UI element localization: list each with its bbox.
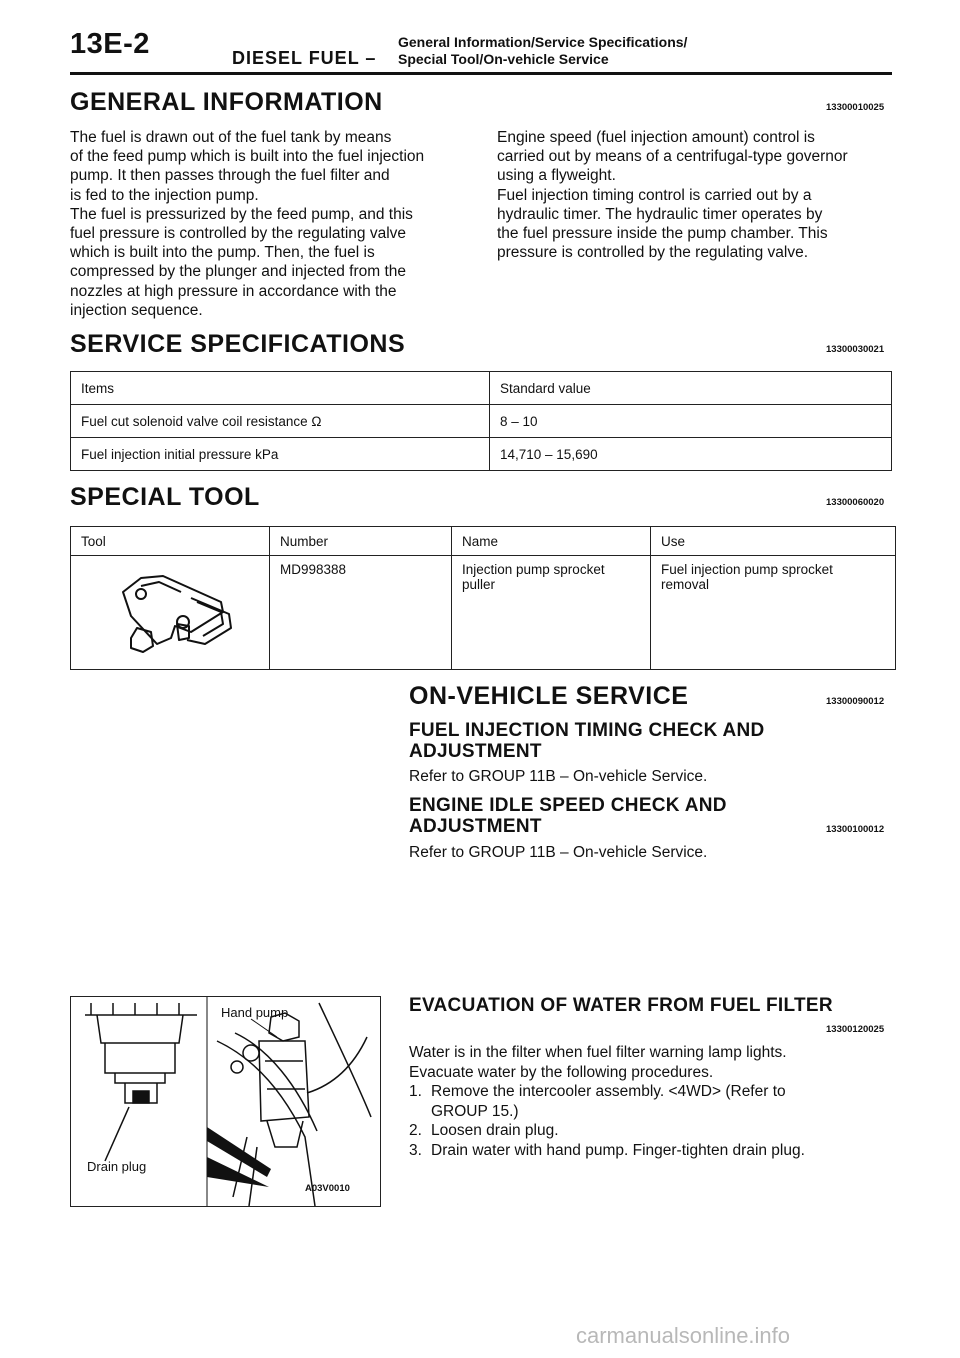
table-cell: Fuel injection initial pressure kPa — [71, 438, 490, 471]
table-cell — [651, 556, 896, 670]
heading-line: ADJUSTMENT — [409, 741, 542, 762]
fuel-filter-illustration — [71, 997, 380, 1206]
heading-line: ADJUSTMENT — [409, 816, 542, 837]
tool-use-line: Fuel injection pump sprocket — [661, 562, 833, 577]
table-row — [71, 405, 892, 438]
text-line: the fuel pressure inside the pump chamber. This — [497, 225, 828, 243]
step-text: Drain water with hand pump. Finger-tighten drain plug. — [431, 1141, 805, 1159]
list-item — [409, 1121, 892, 1141]
tool-image-cell — [71, 556, 270, 670]
tool-name-line: Injection pump sprocket — [462, 562, 605, 577]
table-row — [71, 438, 892, 471]
page-code: 13E-2 — [70, 28, 150, 60]
header-rule — [70, 72, 892, 75]
text-line: which is built into the pump. Then, the fuel is — [70, 244, 375, 262]
general-information-heading: GENERAL INFORMATION — [70, 88, 383, 116]
timing-check-text: Refer to GROUP 11B – On-vehicle Service. — [409, 768, 708, 785]
list-item — [409, 1082, 892, 1121]
table-cell: 8 – 10 — [490, 405, 892, 438]
text-line: of the feed pump which is built into the fuel injection — [70, 148, 425, 166]
sprocket-puller-illustration — [71, 556, 269, 666]
drain-plug-label: Drain plug — [87, 1159, 147, 1174]
idle-speed-heading — [409, 795, 727, 837]
text-line: Fuel injection timing control is carried out by a — [497, 186, 812, 204]
general-information-right-column — [497, 128, 892, 262]
table-cell: MD998388 — [270, 556, 452, 670]
step-text: Loosen drain plug. — [431, 1122, 559, 1139]
timing-check-heading — [409, 720, 765, 762]
header-subtitle-line2: Special Tool/On-vehicle Service — [398, 51, 609, 67]
table-cell: Fuel cut solenoid valve coil resistance Ω — [71, 405, 490, 438]
table-header-cell: Standard value — [490, 372, 892, 405]
watermark: carmanualsonline.info — [576, 1323, 791, 1348]
general-information-left-column — [70, 128, 462, 320]
general-information-code: 13300010025 — [826, 102, 885, 113]
evacuation-procedure — [409, 1043, 892, 1160]
text-line: is fed to the injection pump. — [70, 186, 259, 204]
tool-use-line: removal — [661, 577, 710, 592]
step-number: 3. — [409, 1141, 422, 1159]
table-cell: 14,710 – 15,690 — [490, 438, 892, 471]
on-vehicle-service-heading: ON-VEHICLE SERVICE — [409, 682, 689, 710]
service-specifications-heading: SERVICE SPECIFICATIONS — [70, 330, 406, 358]
text-line: hydraulic timer. The hydraulic timer operates by — [497, 205, 823, 223]
special-tool-table — [70, 526, 896, 670]
text-line: The fuel is pressurized by the feed pump, and this — [70, 205, 413, 223]
table-header-cell: Items — [71, 372, 490, 405]
table-header-cell: Use — [651, 527, 896, 556]
text-line: The fuel is drawn out of the fuel tank by means — [70, 129, 392, 146]
service-specifications-code: 13300030021 — [826, 344, 885, 355]
list-item — [409, 1141, 892, 1161]
text-line: Water is in the filter when fuel filter warning lamp lights. — [409, 1044, 787, 1061]
table-cell — [452, 556, 651, 670]
text-line: Evacuate water by the following procedures. — [409, 1063, 714, 1081]
table-header-row — [71, 527, 896, 556]
table-row — [71, 556, 896, 670]
text-line: pump. It then passes through the fuel filter and — [70, 167, 390, 185]
service-specifications-table — [70, 371, 892, 471]
idle-speed-text: Refer to GROUP 11B – On-vehicle Service. — [409, 844, 708, 861]
table-header-cell: Tool — [71, 527, 270, 556]
heading-line: ENGINE IDLE SPEED CHECK AND — [409, 795, 727, 816]
text-line: fuel pressure is controlled by the regulating valve — [70, 225, 407, 243]
text-line: compressed by the plunger and injected from the — [70, 263, 407, 281]
table-header-row — [71, 372, 892, 405]
text-line: using a flyweight. — [497, 167, 616, 185]
fuel-filter-figure — [70, 996, 381, 1207]
table-header-cell: Name — [452, 527, 651, 556]
special-tool-heading: SPECIAL TOOL — [70, 483, 260, 511]
text-line: Engine speed (fuel injection amount) control is — [497, 129, 815, 146]
evacuation-code: 13300120025 — [826, 1024, 885, 1035]
text-line: nozzles at high pressure in accordance with the — [70, 282, 397, 300]
special-tool-code: 13300060020 — [826, 497, 885, 508]
tool-name-line: puller — [462, 577, 496, 592]
hand-pump-label: Hand pump — [221, 1005, 289, 1020]
section-title: DIESEL FUEL – — [232, 48, 377, 68]
step-text: Remove the intercooler assembly. <4WD> (Refer to — [431, 1083, 786, 1100]
heading-line: FUEL INJECTION TIMING CHECK AND — [409, 720, 765, 741]
idle-speed-code: 13300100012 — [826, 824, 885, 835]
table-header-cell: Number — [270, 527, 452, 556]
step-text-continued: GROUP 15.) — [431, 1102, 519, 1120]
text-line: pressure is controlled by the regulating valve. — [497, 244, 809, 262]
evacuation-heading: EVACUATION OF WATER FROM FUEL FILTER — [409, 995, 833, 1016]
header-subtitle-line1: General Information/Service Specifications/ — [398, 34, 688, 50]
on-vehicle-service-code: 13300090012 — [826, 696, 885, 707]
text-line: injection sequence. — [70, 301, 203, 319]
text-line: carried out by means of a centrifugal-type governor — [497, 148, 848, 166]
step-number: 1. — [409, 1083, 422, 1100]
figure-code: A03V0010 — [305, 1183, 350, 1194]
step-number: 2. — [409, 1122, 422, 1139]
